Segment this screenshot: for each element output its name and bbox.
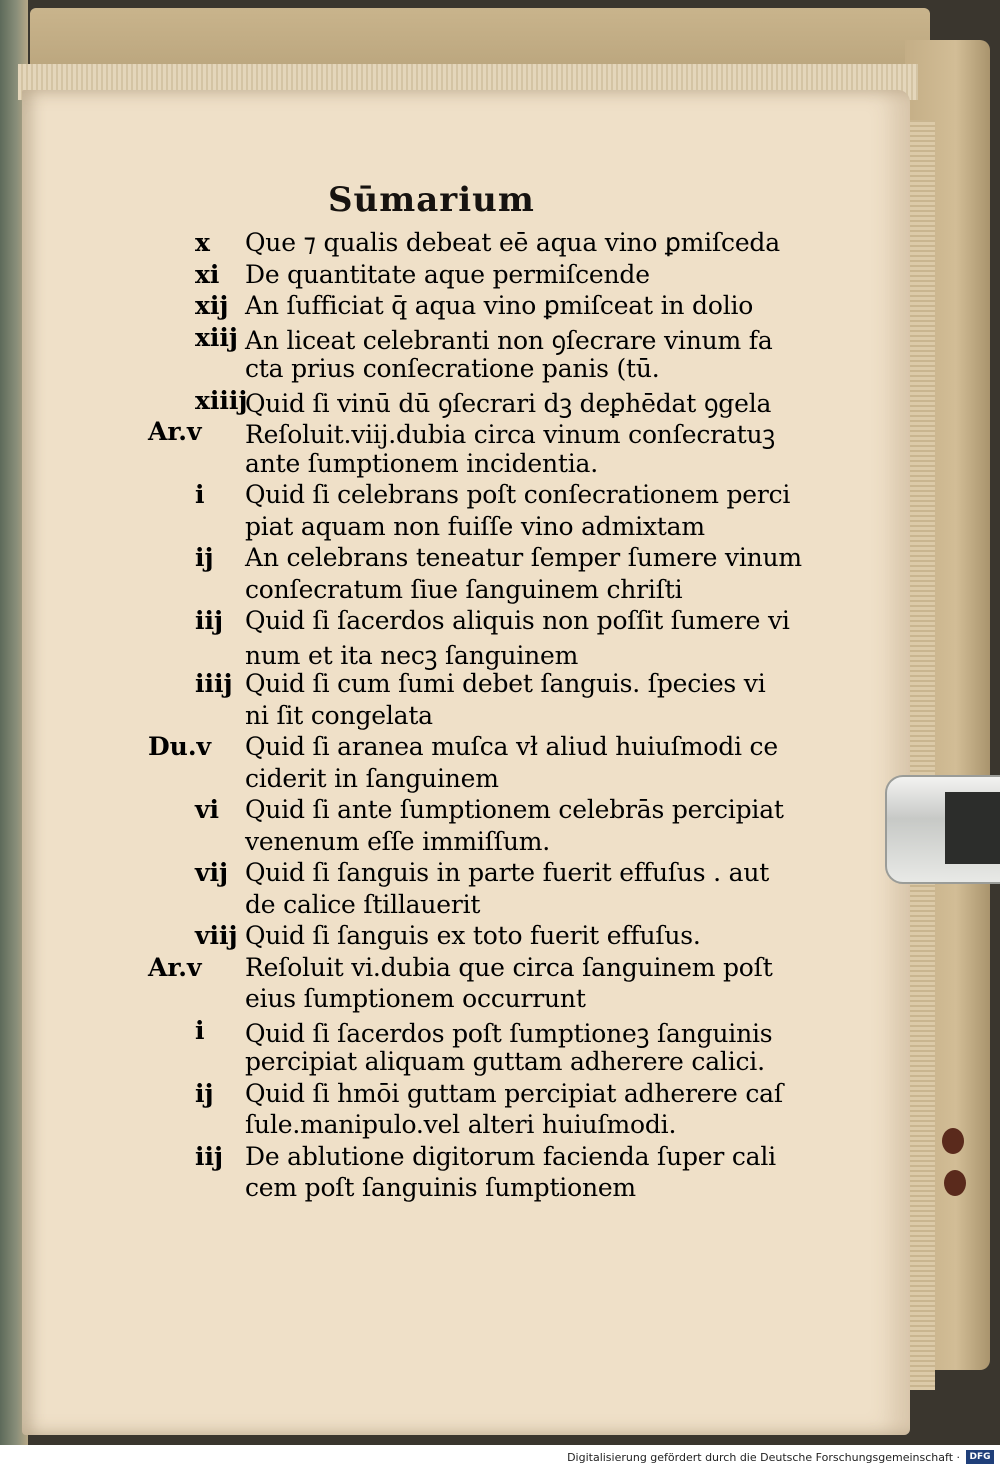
entry-text-line: Quid ſi vinū dū ꝯſecrari dꝫ deꝑhēdat ꝯgela (245, 388, 772, 418)
entry-text-line: piat aquam non fuiſſe vino admixtam (245, 511, 705, 541)
entry-text-line: Quid ſi ſacerdos aliquis non poſſit ſumere vi (245, 606, 790, 635)
entry-text-line: An liceat celebranti non ꝯſecrare vinum fa (245, 325, 773, 355)
entry-text-line: ciderit in ſanguinem (245, 763, 499, 793)
entry-text-line: Quid ſi ſacerdos poſt ſumptioneꝫ ſanguinis (245, 1018, 773, 1048)
entry-text-line: Quid ſi celebrans poſt conſecrationem perci (245, 480, 791, 509)
entry-text-line: Quid ſi ante ſumptionem celebrās percipiat (245, 795, 784, 824)
entry-text-line: ni ſit congelata (245, 700, 433, 730)
entry-text-line: conſecratum ſiue ſanguinem chriſti (245, 574, 683, 604)
entry-number: ij (195, 1078, 214, 1108)
entry-text-line: de calice ſtillauerit (245, 889, 481, 919)
entry-text-line: Quid ſi cum ſumi debet ſanguis. ſpecies vi (245, 669, 766, 698)
entry-text-line: Que ⁊ qualis debeat eē aqua vino ꝑmiſceda (245, 228, 780, 257)
footer-bar (0, 1445, 1000, 1470)
entry-text-line: De ablutione digitorum facienda ſuper cali (245, 1141, 776, 1171)
entry-number: ij (195, 543, 214, 572)
entry-number: iiij (195, 669, 233, 698)
entry-number: x (195, 228, 210, 257)
page-clip-shadow (945, 792, 1000, 864)
entry-text-line: De quantitate aque permiſcende (245, 259, 650, 289)
page-heading: Sūmarium (328, 180, 535, 220)
entry-text-line: percipiat aliquam guttam adherere calici. (245, 1047, 765, 1076)
entry-number: i (195, 480, 205, 509)
entry-text-line: num et ita necꝫ ſanguinem (245, 640, 579, 670)
section-number: Ar.v (148, 952, 202, 982)
entry-text-line: Quid ſi ſanguis in parte fuerit effuſus . aut (245, 858, 770, 887)
section-number: Du.v (148, 732, 212, 761)
entry-number: iij (195, 1141, 224, 1171)
entry-text-line: Reſoluit vi.dubia que circa ſanguinem poſt (245, 952, 773, 982)
entry-number: iij (195, 606, 224, 635)
section-number: Ar.v (148, 417, 202, 446)
entry-text-line: ante ſumptionem incidentia. (245, 448, 598, 478)
entry-number: i (195, 1015, 205, 1045)
entry-text-line: Quid ſi hmōi guttam percipiat adherere caſ (245, 1078, 783, 1108)
entry-text-line: An ſufficiat q̄ aqua vino ꝑmiſceat in dolio (245, 291, 754, 320)
entry-text-line: cem poſt ſanguinis ſumptionem (245, 1173, 636, 1202)
entry-number: xiiij (195, 385, 248, 415)
entry-number: viij (195, 921, 238, 950)
footer-credit: Digitalisierung gefördert durch die Deutsche Forschungsgemeinschaft · (567, 1451, 960, 1464)
entry-text-line: venenum eſſe immiſſum. (245, 826, 550, 856)
entry-text-line: An celebrans teneatur ſemper ſumere vinum (245, 543, 802, 572)
entry-number: xi (195, 259, 220, 289)
entry-text-line: Quid ſi aranea muſca vł aliud huiuſmodi ce (245, 732, 778, 761)
entry-number: xij (195, 291, 229, 320)
entry-number: vi (195, 795, 220, 824)
dfg-logo-icon: DFG (966, 1450, 994, 1464)
entry-text-line: Reſoluit.viij.dubia circa vinum conſecratuꝫ (245, 420, 775, 449)
entry-text-line: eius ſumptionem occurrunt (245, 984, 586, 1013)
entry-text-line: ſule.manipulo.vel alteri huiuſmodi. (245, 1110, 677, 1139)
entry-text-line: Quid ſi ſanguis ex toto fuerit effuſus. (245, 921, 701, 950)
entry-number: xiij (195, 322, 238, 352)
cover-stain (942, 1128, 964, 1154)
entry-number: vij (195, 858, 229, 887)
entry-text-line: cta prius conſecratione panis (tū. (245, 354, 660, 383)
cover-stain (944, 1170, 966, 1196)
